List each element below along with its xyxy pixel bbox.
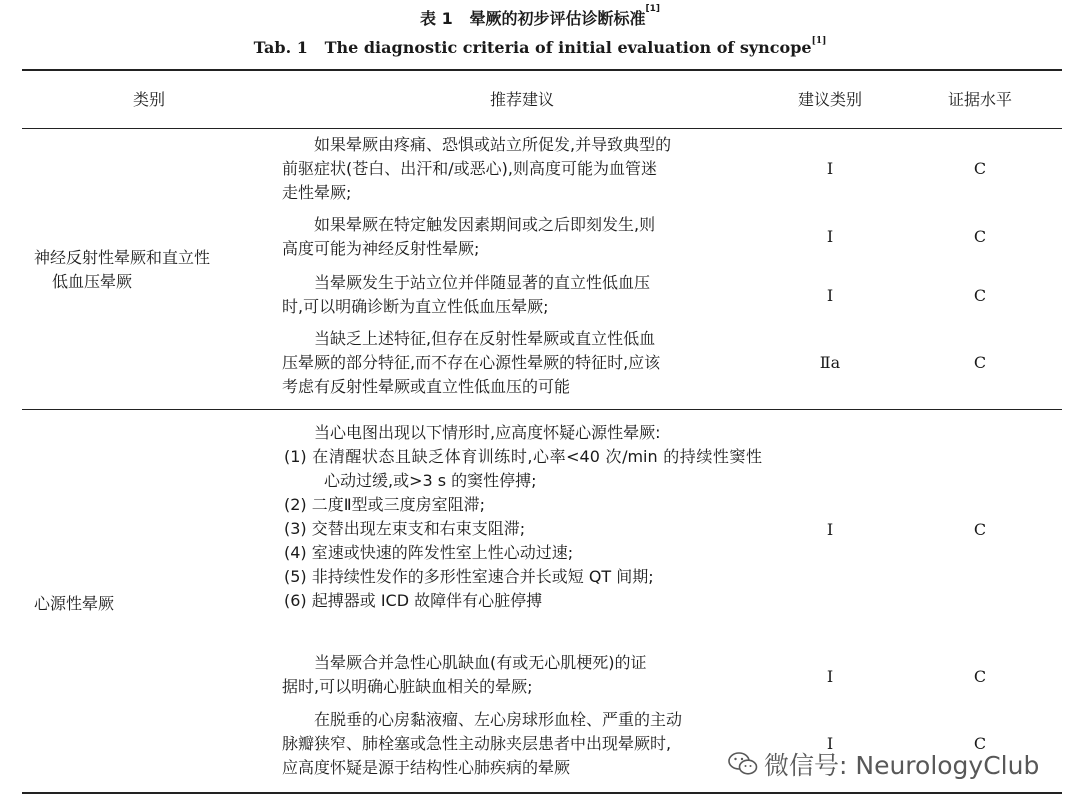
level-value: C: [973, 159, 987, 178]
recommendation-line: 时,可以明确诊断为直立性低血压晕厥;: [282, 297, 549, 316]
level-value: C: [973, 520, 987, 539]
caption-en-ref: [1]: [811, 36, 827, 46]
recommendation-row: [282, 651, 762, 699]
caption-cn-title: 晕厥的初步评估诊断标准: [469, 9, 646, 28]
recommendation-item: (5) 非持续性发作的多形性室速合并长或短 QT 间期;: [284, 567, 654, 586]
recommendation-line: 应高度怀疑是源于结构性心肺疾病的晕厥: [282, 758, 571, 777]
table-caption-en: [0, 38, 1080, 57]
recommendation-intro: 当心电图出现以下情形时,应高度怀疑心源性晕厥:: [314, 423, 661, 442]
caption-en-label: Tab. 1: [253, 38, 308, 57]
recommendation-line: 压晕厥的部分特征,而不存在心源性晕厥的特征时,应该: [282, 353, 661, 372]
recommendation-line: 如果晕厥在特定触发因素期间或之后即刻发生,则: [314, 215, 656, 234]
header-category: 类别: [132, 90, 165, 109]
recommendation-item: (1) 在清醒状态且缺乏体育训练时,心率<40 次/min 的持续性窦性心动过缓,或>3 s 的窦性停搏;: [284, 447, 762, 490]
header-bottom-rule: [22, 128, 1062, 129]
recommendation-line: 当缺乏上述特征,但存在反射性晕厥或直立性低血: [314, 329, 656, 348]
recommendation-row-ecg: [282, 421, 762, 613]
recommendation-line: 高度可能为神经反射性晕厥;: [282, 239, 480, 258]
recommendation-line: 走性晕厥;: [282, 183, 352, 202]
class-value: Ⅰ: [826, 667, 834, 686]
watermark-text: 微信号: NeurologyClub: [764, 751, 1040, 780]
header-class: 建议类别: [797, 90, 862, 109]
category-cardiac: [34, 592, 264, 616]
recommendation-item: (6) 起搏器或 ICD 故障伴有心脏停搏: [284, 591, 543, 610]
recommendation-item: (3) 交替出现左束支和右束支阻滞;: [284, 519, 526, 538]
recommendation-row: [282, 708, 762, 780]
recommendation-line: 前驱症状(苍白、出汗和/或恶心),则高度可能为血管迷: [282, 159, 657, 178]
class-value: Ⅰ: [826, 520, 834, 539]
level-value: C: [973, 227, 987, 246]
wechat-icon: [728, 751, 758, 777]
caption-cn-ref: [1]: [645, 4, 660, 14]
class-value: Ⅱa: [819, 353, 841, 372]
recommendation-row: [282, 327, 762, 399]
category-line: 神经反射性晕厥和直立性: [34, 248, 211, 267]
level-value: C: [973, 353, 987, 372]
level-value: C: [973, 286, 987, 305]
table-top-rule: [22, 69, 1062, 71]
recommendation-line: 在脱垂的心房黏液瘤、左心房球形血栓、严重的主动: [314, 710, 683, 729]
class-value: Ⅰ: [826, 734, 834, 753]
table-bottom-rule: [22, 792, 1062, 794]
recommendation-row: [282, 271, 762, 319]
class-value: Ⅰ: [826, 286, 834, 305]
table-caption-cn: [0, 6, 1080, 29]
class-value: Ⅰ: [826, 227, 834, 246]
recommendation-line: 脉瓣狭窄、肺栓塞或急性主动脉夹层患者中出现晕厥时,: [282, 734, 672, 753]
caption-en-title: The diagnostic criteria of initial evaluation of syncope: [324, 38, 812, 57]
caption-cn-label: 表 1: [420, 9, 453, 28]
recommendation-row: [282, 213, 762, 261]
recommendation-line: 据时,可以明确心脏缺血相关的晕厥;: [282, 677, 533, 696]
recommendation-item: (4) 室速或快速的阵发性室上性心动过速;: [284, 543, 574, 562]
recommendation-row: [282, 133, 762, 205]
level-value: C: [973, 667, 987, 686]
recommendation-line: 如果晕厥由疼痛、恐惧或站立所促发,并导致典型的: [314, 135, 672, 154]
header-recommendation: 推荐建议: [489, 90, 554, 109]
recommendation-line: 考虑有反射性晕厥或直立性低血压的可能: [282, 377, 571, 396]
recommendation-item: (2) 二度Ⅱ型或三度房室阻滞;: [284, 495, 486, 514]
level-value: C: [973, 734, 987, 753]
recommendation-line: 当晕厥发生于站立位并伴随显著的直立性低血压: [314, 273, 651, 292]
class-value: Ⅰ: [826, 159, 834, 178]
category-reflex-orthostatic: [34, 246, 264, 294]
header-level: 证据水平: [947, 90, 1012, 109]
category-line: 心源性晕厥: [34, 594, 115, 613]
category-line: 低血压晕厥: [52, 272, 133, 291]
recommendation-line: 当晕厥合并急性心肌缺血(有或无心肌梗死)的证: [314, 653, 647, 672]
wechat-watermark: [728, 746, 1039, 782]
group-divider-rule: [22, 409, 1062, 410]
